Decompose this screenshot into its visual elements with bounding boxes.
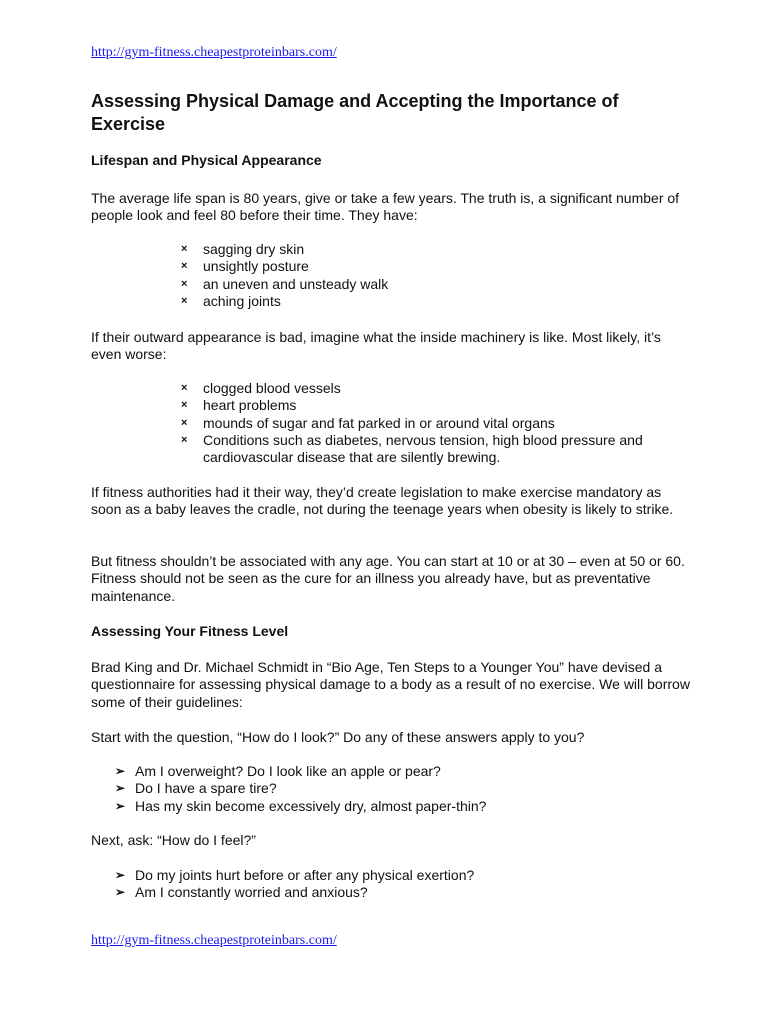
x-bullet-icon: × bbox=[181, 416, 188, 429]
list-item: × Conditions such as diabetes, nervous tension, high blood pressure and cardiovascular disease that are silently brewing. bbox=[181, 431, 643, 466]
paragraph-brad-king: Brad King and Dr. Michael Schmidt in “Bio Age, Ten Steps to a Younger You” have devised a questionnaire for assessing physical damage to a body as a result of no exercise. We will borrow some of their guidelines: bbox=[91, 659, 690, 710]
x-bullet-icon: × bbox=[181, 243, 188, 255]
appearance-list bbox=[181, 241, 691, 310]
internal-problems-list bbox=[181, 380, 691, 466]
list-item: ➢ Am I constantly worried and anxious? bbox=[115, 884, 368, 901]
section-heading-fitness-level: Assessing Your Fitness Level bbox=[91, 623, 289, 639]
feel-questions-list bbox=[115, 867, 675, 902]
x-bullet-icon: × bbox=[181, 277, 188, 290]
arrow-bullet-icon: ➢ bbox=[115, 885, 126, 900]
list-item: × heart problems bbox=[181, 397, 297, 414]
document-title: Assessing Physical Damage and Accepting the Importance of Exercise bbox=[91, 91, 619, 134]
paragraph-fitness-authorities: If fitness authorities had it their way, they’d create legislation to make exercise mandatory as soon as a baby leaves the cradle, not during the teenage years when obesity is likely to strike. bbox=[91, 484, 674, 518]
arrow-bullet-icon: ➢ bbox=[115, 868, 126, 882]
list-item: × aching joints bbox=[181, 292, 281, 309]
header-url-link[interactable]: http://gym-fitness.cheapestproteinbars.com/ bbox=[91, 45, 337, 60]
list-item: ➢ Am I overweight? Do I look like an apple or pear? bbox=[115, 763, 441, 779]
arrow-bullet-icon: ➢ bbox=[115, 764, 126, 778]
list-item: × an uneven and unsteady walk bbox=[181, 275, 389, 292]
paragraph-any-age: But fitness shouldn’t be associated with any age. You can start at 10 or at 30 – even at 50 or 60. Fitness should not be seen as the cure for an illness you already have, but as preventative maintenance. bbox=[91, 553, 685, 604]
list-item: ➢ Do my joints hurt before or after any physical exertion? bbox=[115, 867, 475, 883]
arrow-bullet-icon: ➢ bbox=[115, 781, 126, 796]
footer-url-link[interactable]: http://gym-fitness.cheapestproteinbars.com/ bbox=[91, 933, 337, 948]
x-bullet-icon: × bbox=[181, 260, 188, 273]
paragraph-how-do-i-look: Start with the question, “How do I look?” Do any of these answers apply to you? bbox=[91, 729, 585, 745]
list-item: × sagging dry skin bbox=[181, 241, 305, 257]
x-bullet-icon: × bbox=[181, 433, 188, 446]
arrow-bullet-icon: ➢ bbox=[115, 798, 126, 813]
list-item: × clogged blood vessels bbox=[181, 380, 341, 396]
paragraph-inside-machinery: If their outward appearance is bad, imagine what the inside machinery is like. Most likely, it’s even worse: bbox=[91, 329, 661, 363]
list-item: × unsightly posture bbox=[181, 258, 309, 275]
section-heading-lifespan: Lifespan and Physical Appearance bbox=[91, 152, 322, 168]
paragraph-intro: The average life span is 80 years, give or take a few years. The truth is, a significant number of people look and feel 80 before their time. They have: bbox=[91, 190, 680, 224]
list-item: × mounds of sugar and fat parked in or around vital organs bbox=[181, 414, 555, 431]
x-bullet-icon: × bbox=[181, 399, 188, 412]
x-bullet-icon: × bbox=[181, 294, 188, 307]
list-item: ➢ Do I have a spare tire? bbox=[115, 780, 277, 797]
x-bullet-icon: × bbox=[181, 382, 188, 394]
paragraph-how-do-i-feel: Next, ask: “How do I feel?” bbox=[91, 832, 256, 848]
list-item: ➢ Has my skin become excessively dry, almost paper-thin? bbox=[115, 797, 487, 814]
look-questions-list bbox=[115, 763, 675, 815]
